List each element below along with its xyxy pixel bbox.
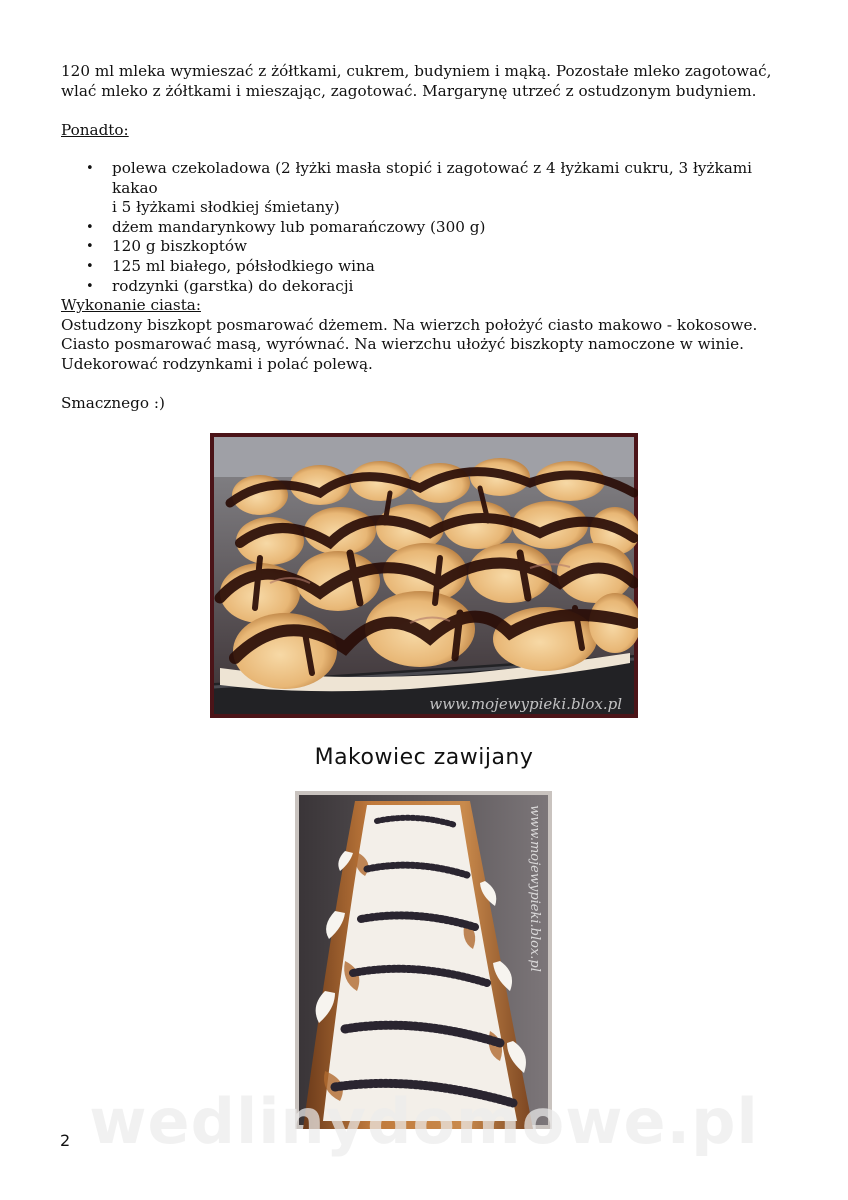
- cake-illustration: [210, 433, 638, 718]
- bullet-icon: •: [86, 278, 94, 294]
- site-watermark: wedlinydomowe.pl: [89, 1085, 759, 1158]
- section-title: Makowiec zawijany: [314, 745, 534, 770]
- photo-watermark: www.mojewypieki.blox.pl: [527, 805, 542, 972]
- list-item-text: dżem mandarynkowy lub pomarańczowy (300 g): [112, 217, 486, 236]
- intro-paragraph: [61, 62, 801, 101]
- intro-line-1: 120 ml mleka wymieszać z żółtkami, cukrem, budyniem i mąką. Pozostałe mleko zagotować,: [61, 62, 772, 80]
- cake-photo: [210, 433, 638, 718]
- bullet-icon: •: [86, 161, 94, 176]
- list-item-text: 125 ml białego, półsłodkiego wina: [112, 256, 375, 275]
- bullet-icon: •: [86, 219, 94, 235]
- list-item-text: polewa czekoladowa (2 łyżki masła stopić i zagotować z 4 łyżkami cukru, 3 łyżkami kakao: [112, 159, 753, 197]
- makowiec-photo: [295, 791, 552, 1129]
- wykonanie-line-3: Udekorować rodzynkami i polać polewą.: [61, 354, 373, 373]
- intro-line-2: wlać mleko z żółtkami i mieszając, zagotować. Margarynę utrzeć z ostudzonym budyniem.: [61, 81, 757, 100]
- list-item-text: i 5 łyżkami słodkiej śmietany): [112, 198, 340, 217]
- wykonanie-line-2: Ciasto posmarować masą, wyrównać. Na wierzchu ułożyć biszkopty namoczone w winie.: [61, 335, 744, 354]
- list-item: [61, 257, 801, 277]
- bullet-icon: •: [86, 239, 94, 255]
- wykonanie-heading: Wykonanie ciasta:: [61, 296, 201, 314]
- wykonanie-section: [61, 296, 801, 374]
- ponadto-heading: Ponadto:: [61, 121, 129, 139]
- page-number: 2: [60, 1131, 71, 1150]
- photo-watermark: www.mojewypieki.blox.pl: [429, 695, 622, 713]
- list-item-text: 120 g biszkoptów: [112, 237, 248, 256]
- list-item: [61, 237, 801, 257]
- list-item: [61, 159, 801, 218]
- wykonanie-line-1: Ostudzony biszkopt posmarować dżemem. Na wierzch położyć ciasto makowo - kokosowe.: [61, 315, 758, 334]
- list-item-text: rodzynki (garstka) do dekoracji: [112, 276, 354, 295]
- bullet-icon: •: [86, 258, 94, 274]
- ingredient-list: [61, 159, 801, 296]
- list-item: [61, 218, 801, 238]
- list-item: [61, 277, 801, 297]
- makowiec-illustration: [295, 791, 552, 1129]
- closing-text: Smacznego :): [61, 394, 165, 412]
